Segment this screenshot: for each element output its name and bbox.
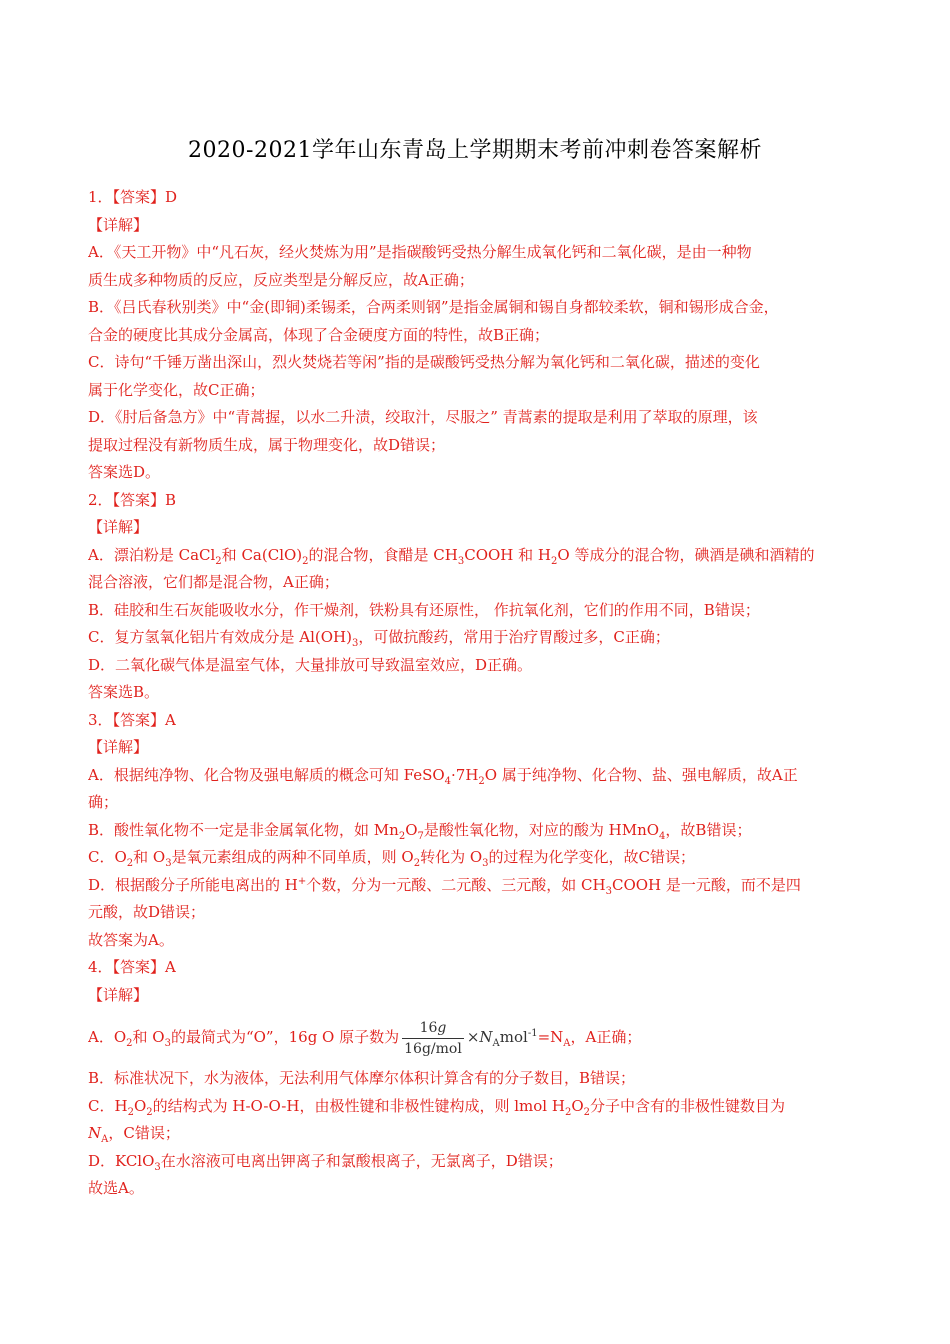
q4-option-c-line2: $N_A$，C错误； xyxy=(88,1124,180,1145)
q3-option-d-line2: 元酸，故D错误； xyxy=(88,903,206,921)
q1-option-b-line1: B．《吕氏春秋别类》中“金(即铜)柔锡柔，合两柔则钢”是指金属铜和锡自身都较柔软，铜和锡形成合金， xyxy=(88,298,779,316)
q2-option-d-line1: D．二氧化碳气体是温室气体，大量排放可导致温室效应，D正确。 xyxy=(88,655,533,674)
q2-option-b-line1: B．硅胶和生石灰能吸收水分，作干燥剂，铁粉具有还原性， 作抗氧化剂，它们的作用不同，B错误； xyxy=(88,600,760,619)
q2-option-a-line1: A．漂泊粉是 CaCl$_2$和 $Ca(ClO)_2$的混合物，食醋是 $CH_3COOH$ 和 $H_2O$ 等成分的混合物，碘酒是碘和酒精的 xyxy=(88,545,815,567)
q1-option-c-line1: C．诗句“千锤万凿出深山，烈火焚烧若等闲”指的是碳酸钙受热分解为氧化钙和二氧化碳，描述的变化 xyxy=(88,353,760,371)
fraction-numerator: 16g xyxy=(402,1018,464,1039)
q3-option-d-line1: D．根据酸分子所能电离出的 H+个数，分为一元酸、二元酸、三元酸，如 $CH_3COOH$ 是一元酸，而不是四 xyxy=(88,875,801,897)
q1-answer-text: 1．【答案】D xyxy=(88,188,178,206)
q1-option-a-line2: 质生成多种物质的反应，反应类型是分解反应，故A正确； xyxy=(88,270,474,289)
q4-option-a-line1: A．$O_2$和 $O_3$的最简式为“O”，16g O 原子数为 $\frac{16g}{\text{16g/mol}}$ $\times N_Amol^{-1}=N_A$，A正确； xyxy=(88,1019,642,1057)
q3-option-a-line1: A．根据纯净物、化合物及强电解质的概念可知 $FeSO_4\cdot 7H_2O$ 属于纯净物、化合物、盐、强电解质，故A正 xyxy=(88,765,798,787)
q3-detail-heading: 【详解】 xyxy=(88,738,149,756)
q3-option-c-line1: C．$O_2$和 $O_3$是氧元素组成的两种不同单质，则 $O_2$转化为 $O_3$的过程为化学变化，故C错误； xyxy=(88,848,695,869)
avogadro-term: $\times N_Amol^{-1}$ xyxy=(466,1028,538,1049)
q2-option-a-line2: 混合溶液，它们都是混合物，A正确； xyxy=(88,573,339,591)
q1-answer xyxy=(88,184,878,212)
q2-conclusion: 答案选B。 xyxy=(88,683,160,701)
q4-option-d-line1: D．KClO$_3$在水溶液可电离出钾离子和氯酸根离子，无氯离子，D错误； xyxy=(88,1151,563,1173)
q3-answer: 3．【答案】A xyxy=(88,710,176,729)
q3-conclusion: 故答案为A。 xyxy=(88,930,174,949)
q1-option-b-line2: 合金的硬度比其成分金属高，体现了合金硬度方面的特性，故B正确； xyxy=(88,325,550,344)
q2-detail-heading: 【详解】 xyxy=(88,518,149,536)
q1-conclusion: 答案选D。 xyxy=(88,463,161,481)
q1-option-a-line1: A．《天工开物》中“凡石灰，经火焚炼为用”是指碳酸钙受热分解生成氧化钙和二氧化碳，是由一种物 xyxy=(88,243,752,261)
q1-option-c-line2: 属于化学变化，故C正确； xyxy=(88,380,265,399)
fraction-formula xyxy=(402,1018,464,1059)
page-title: 2020-2021学年山东青岛上学期期末考前冲刺卷答案解析 xyxy=(188,138,762,163)
q3-option-b-line1: B．酸性氧化物不一定是非金属氧化物，如 $Mn_2O_7$是酸性氧化物，对应的酸为 HMnO$_4$，故B错误； xyxy=(88,820,752,842)
q3-option-a-line2: 确； xyxy=(88,793,119,811)
fraction-denominator: 16g/mol xyxy=(404,1040,462,1057)
q4-detail-heading: 【详解】 xyxy=(88,985,149,1004)
q1-detail-heading: 【详解】 xyxy=(88,215,149,234)
q1-option-d-line1: D．《肘后备急方》中“青蒿握，以水二升渍，绞取汁，尽服之” 青蒿素的提取是利用了萃取的原理，该 xyxy=(88,408,758,426)
q4-conclusion: 故选A。 xyxy=(88,1179,144,1197)
q4-option-c-line1: C．$H_2O_2$的结构式为 H-O-O-H，由极性键和非极性键构成，则 lmol $H_2O_2$分子中含有的非极性键数目为 xyxy=(88,1096,786,1118)
q2-answer: 2．【答案】B xyxy=(88,490,177,509)
q4-answer: 4．【答案】A xyxy=(88,958,176,976)
q1-option-d-line2: 提取过程没有新物质生成，属于物理变化，故D错误； xyxy=(88,435,446,454)
q4-option-b-line1: B．标准状况下，水为液体，无法利用气体摩尔体积计算含有的分子数目，B错误； xyxy=(88,1069,636,1087)
q2-option-c-line1: C．复方氢氧化铝片有效成分是 $Al(OH)_3$，可做抗酸药，常用于治疗胃酸过多，C正确； xyxy=(88,628,670,649)
answer-content xyxy=(88,184,878,1203)
